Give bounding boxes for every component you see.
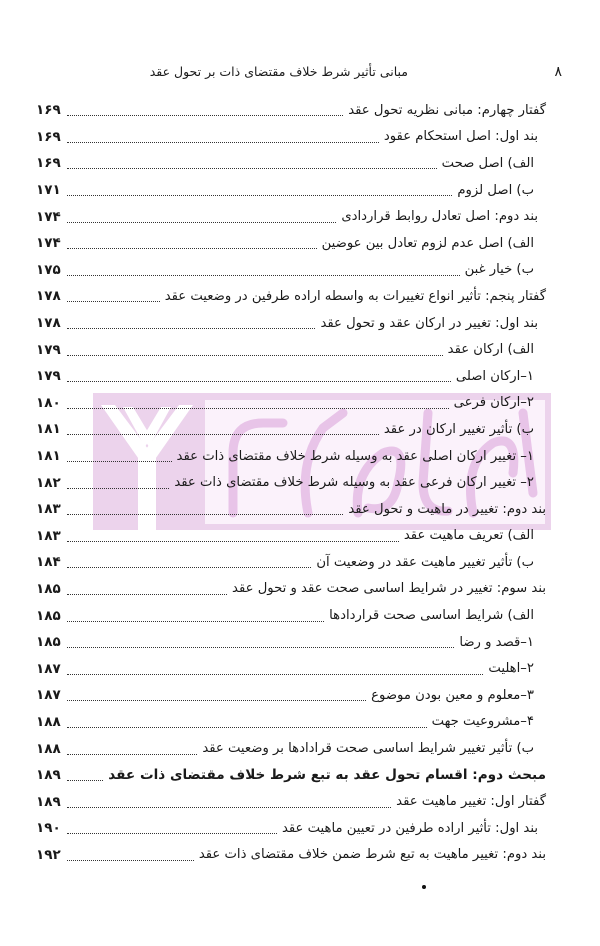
running-header (0, 64, 600, 84)
toc-entry[interactable] (36, 496, 546, 523)
toc-entry-page: ۱۷۱ (36, 182, 61, 199)
dot-leader (67, 194, 452, 196)
toc-entry-title: بند اول: تأثیر اراده طرفین در تعیین ماهیت عقد (281, 820, 538, 836)
dot-leader (67, 513, 343, 515)
toc-entry[interactable] (36, 469, 546, 496)
dot-leader (67, 141, 379, 143)
toc-entry-page: ۱۸۵ (36, 580, 61, 597)
toc-entry[interactable] (36, 602, 546, 629)
book-title: مبانی تأثیر شرط خلاف مقتضای ذات بر تحول عقد (149, 64, 408, 79)
dot-leader (67, 832, 277, 834)
dot-leader (67, 726, 427, 728)
dot-leader (67, 221, 336, 223)
toc-entry-title: ۱–ارکان اصلی (455, 368, 534, 384)
toc-entry-page: ۱۷۹ (36, 341, 61, 358)
toc-entry-page: ۱۸۵ (36, 607, 61, 624)
dot-leader (67, 753, 197, 755)
toc-entry-title: بند دوم: تغییر ماهیت به تبع شرط ضمن خلاف مقتضای ذات عقد (198, 847, 546, 863)
toc-entry-page: ۱۸۳ (36, 527, 61, 544)
toc-entry-title: ب) تأثیر تغییر شرایط اساسی صحت قرادادها بر وضعیت عقد (202, 741, 534, 757)
toc-entry-page: ۱۸۷ (36, 660, 61, 677)
toc-entry-title: گفتار چهارم: مبانی نظریه تحول عقد (348, 102, 546, 118)
toc-entry-title: الف) اصل صحت (441, 155, 534, 171)
dot-leader (67, 354, 443, 356)
dot-leader (67, 673, 483, 675)
footer-dot-mark (422, 885, 426, 889)
toc-entry-page: ۱۹۰ (36, 820, 61, 837)
dot-leader (67, 247, 317, 249)
toc-entry[interactable] (36, 842, 546, 869)
dot-leader (67, 380, 451, 382)
toc-entry-section-heading[interactable] (36, 762, 546, 789)
page-number: ۸ (554, 64, 562, 80)
toc-entry-page: ۱۸۲ (36, 474, 61, 491)
toc-entry-page: ۱۸۴ (36, 554, 61, 571)
toc-entry[interactable] (36, 257, 546, 284)
toc-entry-page: ۱۸۱ (36, 448, 61, 465)
toc-entry[interactable] (36, 443, 546, 470)
toc-entry[interactable] (36, 390, 546, 417)
toc-entry[interactable] (36, 124, 546, 151)
toc-entry[interactable] (36, 310, 546, 337)
toc-entry-title: بند اول: تغییر در ارکان عقد و تحول عقد (320, 315, 538, 331)
toc-entry-title: بند دوم: تغییر در ماهیت و تحول عقد (348, 501, 546, 517)
toc-entry-title: الف) شرایط اساسی صحت قراردادها (329, 608, 534, 624)
toc-entry[interactable] (36, 97, 546, 124)
dot-leader (67, 487, 169, 489)
dot-leader (67, 566, 311, 568)
toc-entry[interactable] (36, 735, 546, 762)
toc-entry-page: ۱۷۸ (36, 288, 61, 305)
toc-entry-title: بند دوم: اصل تعادل روابط قراردادی (341, 209, 538, 225)
toc-entry[interactable] (36, 655, 546, 682)
toc-entry-page: ۱۸۹ (36, 767, 61, 784)
dot-leader (67, 620, 324, 622)
toc-entry[interactable] (36, 523, 546, 550)
toc-entry-title: گفتار اول: تغییر ماهیت عقد (396, 794, 546, 810)
toc-entry[interactable] (36, 416, 546, 443)
toc-entry[interactable] (36, 815, 546, 842)
dot-leader (67, 779, 103, 781)
toc-entry-title: گفتار پنجم: تأثیر انواع تغییرات به واسطه اراده طرفین در وضعیت عقد (164, 288, 546, 304)
toc-entry[interactable] (36, 363, 546, 390)
toc-entry-page: ۱۸۳ (36, 501, 61, 518)
dot-leader (67, 806, 391, 808)
dot-leader (67, 274, 460, 276)
toc-entry-title: ۱– تغییر ارکان اصلی عقد به وسیله شرط خلاف مقتضای ذات عقد (176, 448, 534, 464)
toc-entry-title: الف) تعریف ماهیت عقد (403, 528, 534, 544)
dot-leader (67, 167, 437, 169)
dot-leader (67, 114, 343, 116)
toc-entry-title: الف) ارکان عقد (447, 342, 534, 358)
dot-leader (67, 646, 454, 648)
toc-entry[interactable] (36, 549, 546, 576)
toc-entry-title: ب) خیار غبن (464, 262, 534, 278)
toc-entry-page: ۱۸۷ (36, 687, 61, 704)
dot-leader (67, 540, 399, 542)
toc-entry-page: ۱۸۱ (36, 421, 61, 438)
toc-entry-title: ۳–معلوم و معین بودن موضوع (371, 687, 534, 703)
toc-entry-page: ۱۶۹ (36, 155, 61, 172)
toc-entry[interactable] (36, 576, 546, 603)
toc-entry[interactable] (36, 682, 546, 709)
dot-leader (67, 433, 379, 435)
toc-entry-page: ۱۸۸ (36, 713, 61, 730)
toc-entry-title: بند اول: اصل استحکام عقود (383, 129, 538, 145)
toc-entry-page: ۱۶۹ (36, 102, 61, 119)
toc-entry-title: ب) اصل لزوم (457, 182, 534, 198)
dot-leader (67, 300, 160, 302)
toc-entry-title: ۲–اهلیت (488, 661, 534, 677)
toc-entry-page: ۱۸۵ (36, 634, 61, 651)
toc-entry-page: ۱۷۸ (36, 315, 61, 332)
toc-entry[interactable] (36, 788, 546, 815)
toc-entry-title: ۱–قصد و رضا (459, 634, 534, 650)
toc-entry[interactable] (36, 283, 546, 310)
toc-entry-page: ۱۸۹ (36, 793, 61, 810)
toc-entry-page: ۱۸۰ (36, 394, 61, 411)
toc-entry[interactable] (36, 150, 546, 177)
toc-entry-title: ب) تأثیر تغییر ارکان در عقد (383, 421, 534, 437)
dot-leader (67, 407, 449, 409)
toc-entry-title: ۲– تغییر ارکان فرعی عقد به وسیله شرط خلاف مقتضای ذات عقد (174, 475, 534, 491)
toc-entry[interactable] (36, 709, 546, 736)
dot-leader (67, 327, 315, 329)
toc-entry-page: ۱۶۹ (36, 128, 61, 145)
toc-entry-page: ۱۷۴ (36, 208, 61, 225)
toc-entry-page: ۱۹۲ (36, 846, 61, 863)
toc-entry-title: ب) تأثیر تغییر ماهیت عقد در وضعیت آن (316, 554, 534, 570)
dot-leader (67, 859, 194, 861)
toc-entry[interactable] (36, 230, 546, 257)
dot-leader (67, 460, 172, 462)
toc-entry-title: ۴–مشروعیت جهت (431, 714, 534, 730)
toc-entry-title: بند سوم: تغییر در شرایط اساسی صحت عقد و تحول عقد (232, 581, 546, 597)
toc-entry-title: مبحث دوم: اقسام تحول عقد به تبع شرط خلاف مقتضای ذات عقد (108, 767, 546, 784)
toc-entry-page: ۱۷۹ (36, 368, 61, 385)
toc-entry[interactable] (36, 177, 546, 204)
toc-entry-page: ۱۷۴ (36, 235, 61, 252)
dot-leader (67, 593, 227, 595)
toc-entry-title: ۲–ارکان فرعی (453, 395, 534, 411)
toc-entry-title: الف) اصل عدم لزوم تعادل بین عوضین (321, 235, 534, 251)
toc-entry[interactable] (36, 629, 546, 656)
toc-entry-page: ۱۸۸ (36, 740, 61, 757)
toc-entry-page: ۱۷۵ (36, 261, 61, 278)
toc-entry[interactable] (36, 336, 546, 363)
dot-leader (67, 699, 366, 701)
table-of-contents (36, 97, 546, 868)
toc-entry[interactable] (36, 203, 546, 230)
